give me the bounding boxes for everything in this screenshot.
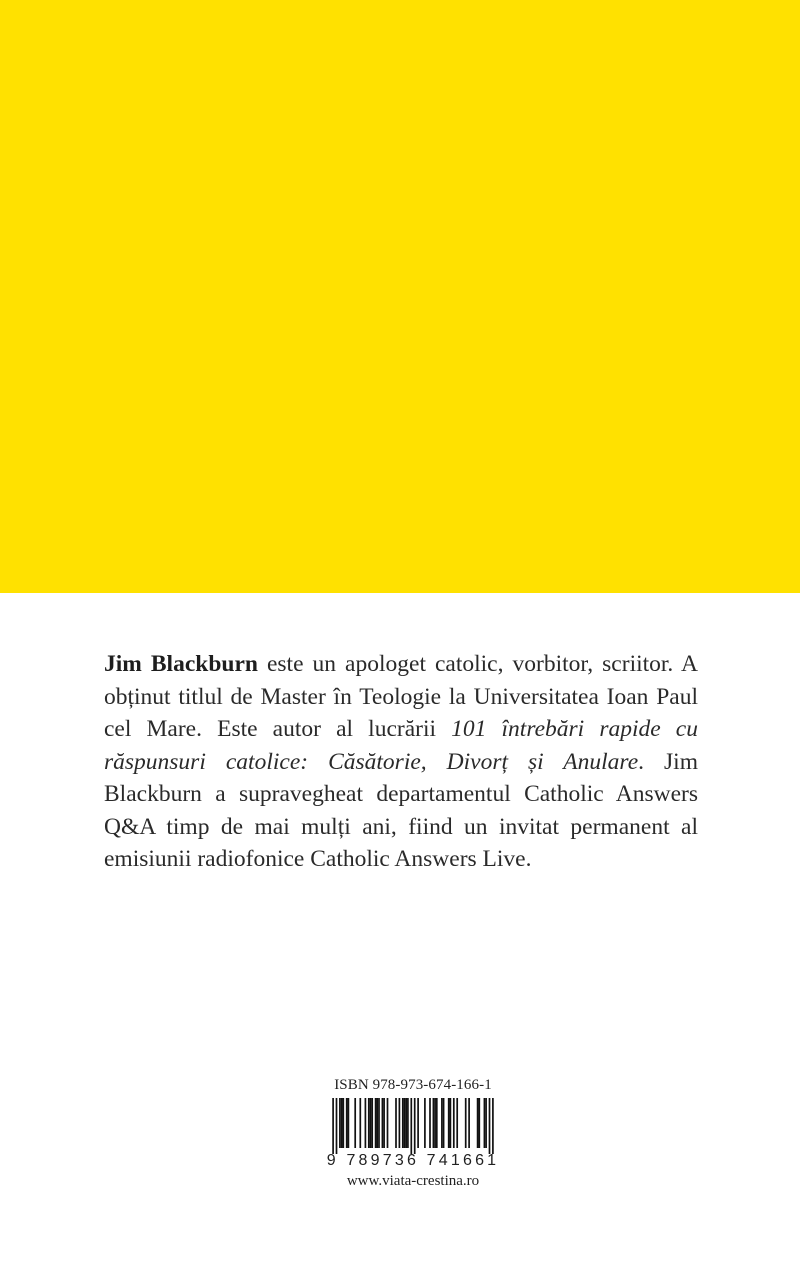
barcode-bar [375, 1098, 377, 1148]
cover-color-block [0, 0, 800, 593]
barcode-bar [399, 1098, 401, 1148]
barcode-bar [404, 1098, 406, 1148]
barcode-bar [433, 1098, 435, 1148]
barcode-bar [342, 1098, 344, 1148]
barcode-bar [376, 1098, 378, 1148]
barcode-bar [407, 1098, 409, 1148]
barcode-bar [336, 1098, 338, 1154]
barcode-bar [410, 1098, 412, 1154]
isbn-label: ISBN 978-973-674-166-1 [334, 1077, 492, 1093]
barcode-bar [368, 1098, 370, 1148]
barcode-bar [485, 1098, 487, 1148]
barcode-bar [359, 1098, 361, 1148]
barcode-digits: 9 789736 741661 [326, 1152, 500, 1169]
barcode-bar [395, 1098, 397, 1148]
barcode-bar [387, 1098, 389, 1148]
barcode-bar [414, 1098, 416, 1154]
website-link[interactable]: www.viata-crestina.ro [346, 1173, 480, 1189]
barcode-bar [477, 1098, 479, 1148]
barcode-bar [341, 1098, 343, 1148]
barcode-bar [456, 1098, 458, 1148]
author-name: Jim Blackburn [104, 651, 258, 677]
barcode-bar [436, 1098, 438, 1148]
barcode-bar [365, 1098, 367, 1148]
barcode-bar [489, 1098, 491, 1154]
bio-text-part2: . Jim Blackburn a supravegheat departamentul Catholic Answers Q&A timp de mai mulți ani, fiind un invitat permanent al emisiunii radiofonice Catholic Answers Live. [104, 748, 698, 872]
barcode-bar [453, 1098, 455, 1148]
barcode-bar [448, 1098, 450, 1148]
barcode-bar [378, 1098, 380, 1148]
barcode-bar [492, 1098, 494, 1154]
barcode-bar [468, 1098, 470, 1148]
isbn-block [318, 1076, 508, 1190]
barcode-bar [346, 1098, 348, 1148]
barcode-bar [434, 1098, 436, 1148]
barcode-bar [348, 1098, 350, 1148]
barcode-bar [354, 1098, 356, 1148]
barcode-bar [332, 1098, 334, 1154]
barcode-bar [424, 1098, 426, 1148]
barcode-bar [465, 1098, 467, 1148]
barcode-bar [478, 1098, 480, 1148]
bio-text-part1: este un apologet catolic, vorbitor, scriitor. A obținut titlul de Master în Teologie la Universitatea Ioan Paul cel Mare. Este autor al lucrării [104, 651, 698, 742]
barcode-bar [441, 1098, 443, 1148]
barcode-icon [328, 1098, 498, 1154]
author-bio [104, 648, 698, 876]
barcode-bar [382, 1098, 384, 1148]
barcode-bar [450, 1098, 452, 1148]
barcode-bar [370, 1098, 372, 1148]
barcode-bar [443, 1098, 445, 1148]
barcode-bar [484, 1098, 486, 1148]
barcode-bar [383, 1098, 385, 1148]
barcode-bar [429, 1098, 431, 1148]
barcode-bar [417, 1098, 419, 1148]
barcode-bar [405, 1098, 407, 1148]
book-title: 101 întrebări rapide cu răspunsuri catolice: Căsătorie, Divorț și Anulare [104, 716, 698, 775]
barcode-bar [402, 1098, 404, 1148]
barcode-bar [339, 1098, 341, 1148]
barcode-bar [371, 1098, 373, 1148]
